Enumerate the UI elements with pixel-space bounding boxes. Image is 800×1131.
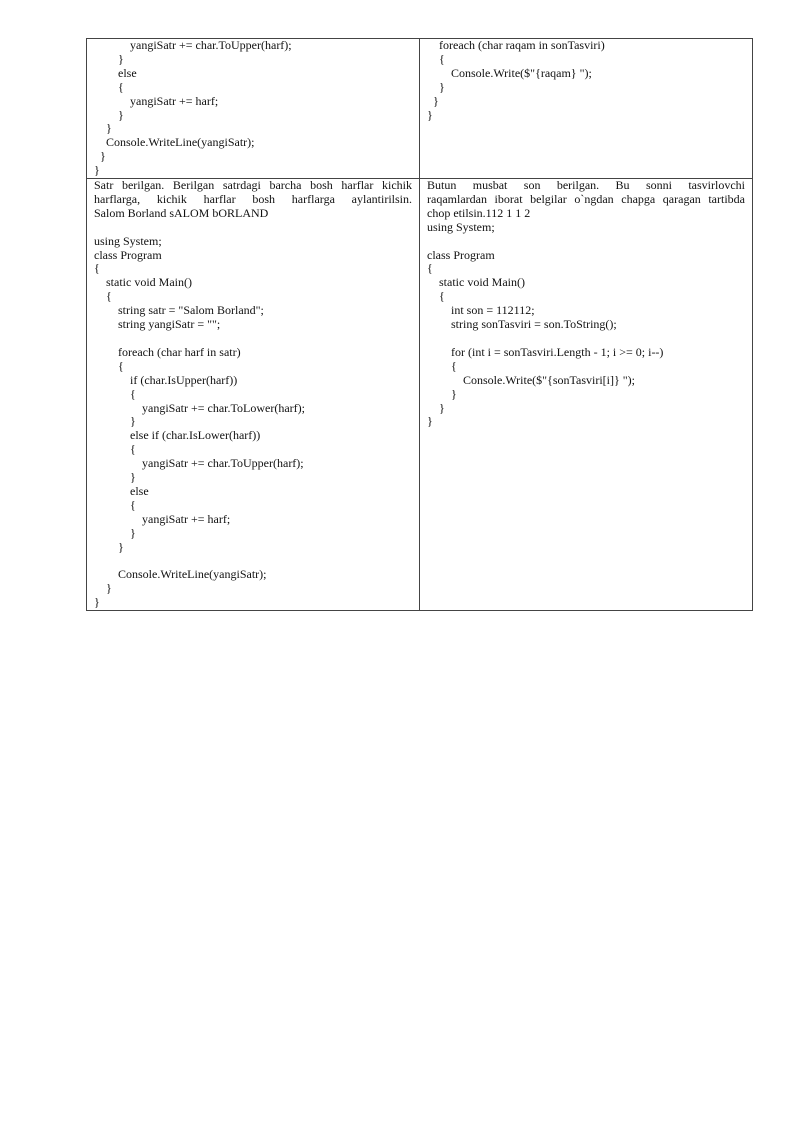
cell-row2-right [420,179,753,611]
code-line: Console.WriteLine(yangiSatr); [94,135,255,150]
code-line: { [94,358,124,373]
code-line: { [427,289,445,304]
code-line: else if (char.IsLower(harf)) [94,428,261,443]
code-line: Console.Write($"{raqam} "); [427,65,592,80]
exercise-table [86,38,753,611]
code-line: static void Main() [427,275,525,290]
code-line: using System; [427,219,495,234]
code-line: foreach (char raqam in sonTasviri) [427,38,605,52]
task-line: harflarga, kichik harflar bosh harflarga aylantirilsin. [94,191,412,206]
code-line: { [94,289,112,304]
code-line [427,235,745,249]
code-line: } [427,93,439,108]
code-line [427,332,745,346]
table-row [87,39,753,179]
code-block [94,39,412,178]
code-block [94,221,412,610]
code-line: } [94,163,100,178]
code-line: string sonTasviri = son.ToString(); [427,317,617,332]
code-line: if (char.IsUpper(harf)) [94,372,238,387]
code-line: { [427,51,445,66]
task-description [427,179,745,221]
code-line: { [94,497,136,512]
code-line: foreach (char harf in satr) [94,344,241,359]
code-line: { [94,79,124,94]
code-line: { [94,442,136,457]
code-line: } [94,51,124,66]
code-block [427,221,745,430]
code-line [94,221,412,235]
cell-row1-left [87,39,420,179]
task-line: Salom Borland sALOM bORLAND [94,205,269,220]
code-line: } [94,595,100,610]
code-line: yangiSatr += harf; [94,93,219,108]
document-page [86,38,752,611]
code-line: class Program [94,247,162,262]
cell-row1-right [420,39,753,179]
code-line: Console.Write($"{sonTasviri[i]} "); [427,372,635,387]
code-line: { [427,358,457,373]
code-line: } [427,79,445,94]
code-line: yangiSatr += char.ToUpper(harf); [94,456,304,471]
code-line: } [94,149,106,164]
code-line: using System; [94,233,162,248]
code-line: { [94,261,100,276]
code-line: } [94,414,136,429]
task-description [94,179,412,221]
code-line: for (int i = sonTasviri.Length - 1; i >= 0; i--) [427,344,664,359]
code-line: } [94,470,136,485]
code-line: { [94,386,136,401]
table-row [87,179,753,611]
code-line: } [427,107,433,122]
code-line: yangiSatr += harf; [94,511,231,526]
task-line: raqamlardan iborat belgilar o`ngdan chapga qaragan tartibda [427,191,745,206]
code-line: string yangiSatr = ""; [94,317,221,332]
code-line: yangiSatr += char.ToUpper(harf); [94,38,292,52]
code-line: int son = 112112; [427,303,535,318]
code-line: { [427,261,433,276]
code-line [94,555,412,569]
task-line: Butun musbat son berilgan. Bu sonni tasvirlovchi [427,178,745,193]
code-block [427,39,745,122]
task-line: chop etilsin.112 1 1 2 [427,205,531,220]
code-line: } [94,107,124,122]
code-line: } [427,414,433,429]
code-line: else [94,65,137,80]
code-line: } [427,400,445,415]
code-line: yangiSatr += char.ToLower(harf); [94,400,305,415]
cell-row2-left [87,179,420,611]
code-line: } [94,121,112,136]
code-line: } [94,539,124,554]
code-line: else [94,483,149,498]
code-line: } [427,386,457,401]
code-line: } [94,581,112,596]
task-line: Satr berilgan. Berilgan satrdagi barcha bosh harflar kichik [94,178,412,193]
code-line: Console.WriteLine(yangiSatr); [94,567,267,582]
code-line: static void Main() [94,275,192,290]
code-line: string satr = "Salom Borland"; [94,303,264,318]
code-line [94,332,412,346]
code-line: } [94,525,136,540]
code-line: class Program [427,247,495,262]
